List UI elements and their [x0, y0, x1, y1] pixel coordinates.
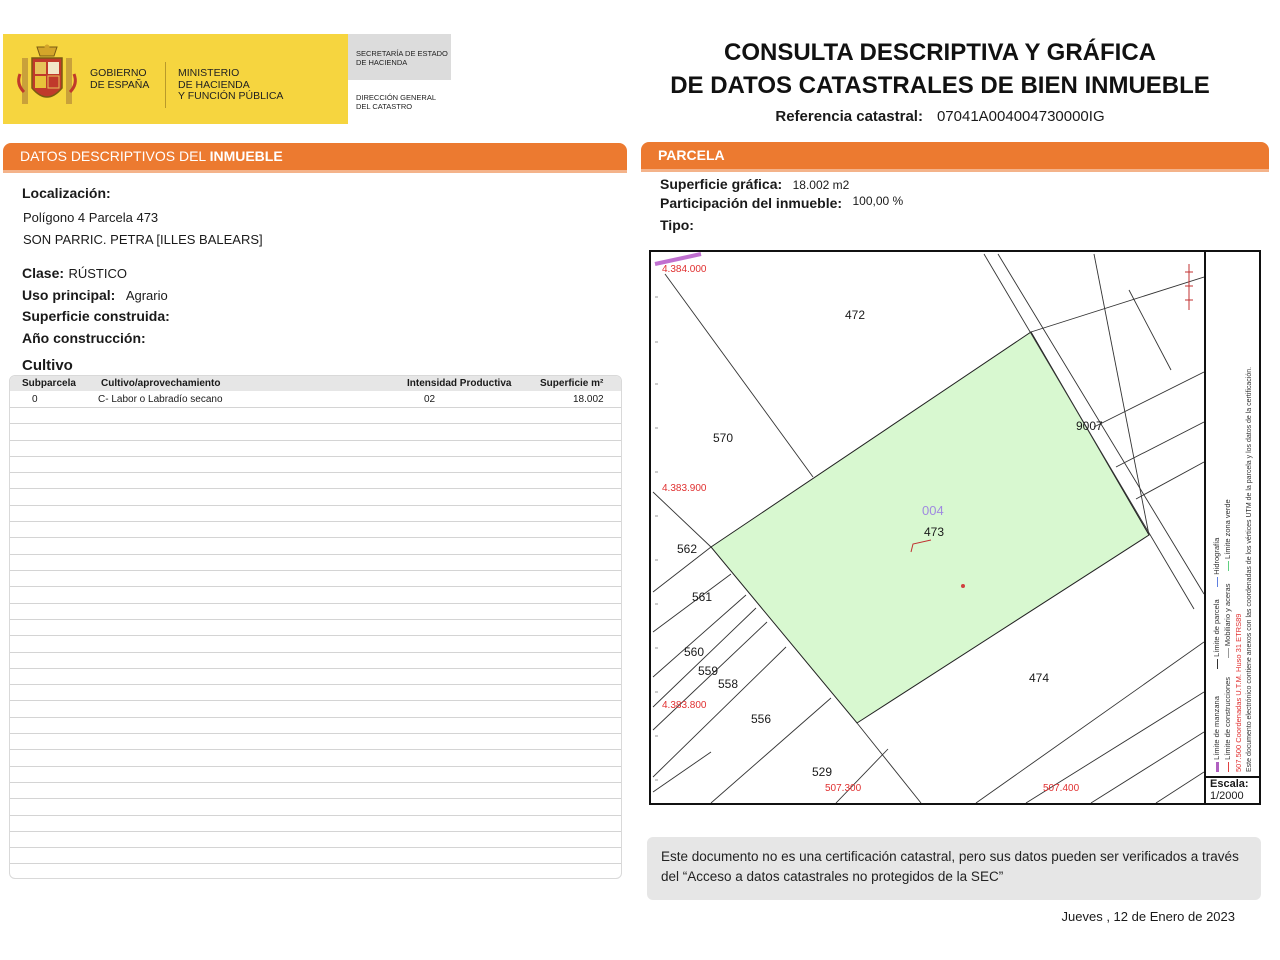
table-rule	[10, 619, 621, 620]
table-rule	[10, 863, 621, 864]
table-rule	[10, 684, 621, 685]
table-rule	[10, 407, 621, 408]
uso-value: Agrario	[125, 288, 168, 303]
document-title: CONSULTA DESCRIPTIVA Y GRÁFICA DE DATOS CATASTRALES DE BIEN INMUEBLE	[670, 39, 1210, 99]
table-rule	[10, 440, 621, 441]
secretaria-label: SECRETARÍA DE ESTADO DE HACIENDA	[356, 49, 448, 67]
localizacion-label: Localización:	[22, 185, 111, 201]
table-rule	[10, 798, 621, 799]
table-rule	[10, 700, 621, 701]
parcel-label-570: 570	[713, 431, 734, 445]
table-rule	[10, 717, 621, 718]
col-cultivo: Cultivo/aprovechamiento	[101, 378, 221, 389]
clase-row	[22, 265, 127, 283]
parcel-label-556: 556	[751, 712, 772, 726]
cultivo-title: Cultivo	[22, 357, 73, 374]
table-rule	[10, 733, 621, 734]
parcela-header: PARCELA	[641, 142, 1269, 169]
uso-row	[22, 287, 168, 305]
superficie-grafica-value: 18.002 m2	[792, 178, 850, 192]
legend-parcela: Límite de parcela	[1212, 599, 1221, 657]
superficie-grafica-row	[660, 176, 849, 194]
legend-manzana: Límite de manzana	[1212, 696, 1221, 760]
table-rule	[10, 521, 621, 522]
map-legend	[1211, 262, 1255, 772]
parcel-label-562: 562	[677, 542, 698, 556]
cadastral-reference: Referencia catastral: 07041A004004730000IG	[775, 108, 1105, 125]
tipo-label: Tipo:	[660, 217, 694, 233]
legend-construcciones: Límite de construcciones	[1223, 676, 1232, 760]
parcel-label-529: 529	[812, 765, 833, 779]
table-rule	[10, 488, 621, 489]
parcel-label-9007: 9007	[1076, 419, 1103, 433]
coord-4383900: 4.383.900	[662, 483, 707, 494]
parcel-label-473: 473	[924, 525, 945, 539]
table-rule	[10, 668, 621, 669]
table-header	[10, 376, 621, 391]
parcel-label-474: 474	[1029, 671, 1050, 685]
legend-hidrografia: Hidrografía	[1212, 537, 1221, 575]
orientation-icon	[1185, 264, 1193, 310]
ministerio-label: MINISTERIO DE HACIENDA Y FUNCIÓN PÚBLICA	[178, 67, 284, 102]
col-intensidad: Intensidad Productiva	[407, 378, 512, 389]
parcel-label-559: 559	[698, 664, 719, 678]
map-ticks	[655, 297, 658, 780]
table-rule	[10, 554, 621, 555]
cultivo-table	[9, 375, 622, 879]
parcel-label-472: 472	[845, 308, 866, 322]
participacion-value: 100,00 %	[852, 194, 904, 208]
clase-value: RÚSTICO	[68, 266, 127, 281]
parcel-label-558: 558	[718, 677, 739, 691]
anio-construccion-label: Año construcción:	[22, 330, 146, 346]
cell-superficie: 18.002	[573, 394, 604, 405]
point-marker-icon	[961, 584, 965, 588]
parcel-label-561: 561	[692, 590, 713, 604]
table-rule	[10, 847, 621, 848]
address-line-1: Polígono 4 Parcela 473	[23, 210, 159, 225]
table-rule	[10, 831, 621, 832]
logo-divider	[165, 62, 166, 108]
gobierno-label: GOBIERNO DE ESPAÑA	[90, 67, 150, 91]
participacion-row	[660, 195, 903, 213]
cell-subparcela: 0	[32, 394, 38, 405]
legend-disclaimer: Este documento electrónico contiene anexos con las coordenadas de los vértices UTM de la parcela y los datos de la certificación.	[1246, 366, 1253, 772]
table-rule	[10, 456, 621, 457]
uso-label: Uso principal:	[22, 287, 116, 303]
table-rule	[10, 570, 621, 571]
legend-zona-verde: Límite zona verde	[1223, 499, 1232, 559]
document-date: Jueves , 12 de Enero de 2023	[1061, 909, 1235, 924]
col-superficie: Superficie m²	[540, 378, 604, 389]
table-rule	[10, 652, 621, 653]
coord-4384000: 4.384.000	[662, 264, 707, 275]
clase-label: Clase:	[22, 265, 65, 281]
cell-intensidad: 02	[424, 394, 436, 405]
subparcel-label-004: 004	[922, 503, 944, 518]
table-row	[10, 392, 621, 407]
coord-4383800: 4.383.800	[662, 700, 707, 711]
scale-label: Escala:	[1210, 778, 1249, 790]
table-rule	[10, 423, 621, 424]
map-scale	[1206, 776, 1259, 803]
scale-value: 1/2000	[1210, 790, 1244, 802]
disclaimer-notice: Este documento no es una certificación catastral, pero sus datos pueden ser verificados a través del “Acceso a datos catastrales no protegidos de la SEC”	[647, 837, 1261, 900]
parcel-label-560: 560	[684, 645, 705, 659]
manzana-limit-line	[655, 254, 701, 264]
table-rule	[10, 537, 621, 538]
cadastral-map	[649, 250, 1261, 805]
table-rule	[10, 603, 621, 604]
superficie-grafica-label: Superficie gráfica:	[660, 176, 783, 192]
col-subparcela: Subparcela	[22, 378, 76, 389]
coord-507400: 507.400	[1043, 783, 1080, 794]
superficie-construida-label: Superficie construida:	[22, 308, 170, 324]
table-rule	[10, 586, 621, 587]
table-rule	[10, 472, 621, 473]
table-rule	[10, 782, 621, 783]
table-rule	[10, 505, 621, 506]
table-rule	[10, 749, 621, 750]
address-line-2: SON PARRIC. PETRA [ILLES BALEARS]	[23, 232, 263, 247]
table-rule	[10, 766, 621, 767]
legend-divider	[1204, 252, 1206, 803]
table-rule	[10, 635, 621, 636]
cell-cultivo: C- Labor o Labradío secano	[98, 394, 223, 405]
descriptive-data-header: DATOS DESCRIPTIVOS DEL INMUEBLE	[3, 143, 627, 170]
table-rule	[10, 815, 621, 816]
participacion-label: Participación del inmueble:	[660, 195, 843, 211]
legend-mobiliario: Mobiliario y aceras	[1223, 583, 1232, 647]
legend-coordinates: 507.500 Coordenadas U.T.M. Huso 31 ETRS89	[1234, 613, 1243, 772]
direccion-label: DIRECCIÓN GENERAL DEL CATASTRO	[356, 93, 437, 111]
coat-of-arms-icon	[14, 44, 80, 114]
coord-507300: 507.300	[825, 783, 862, 794]
